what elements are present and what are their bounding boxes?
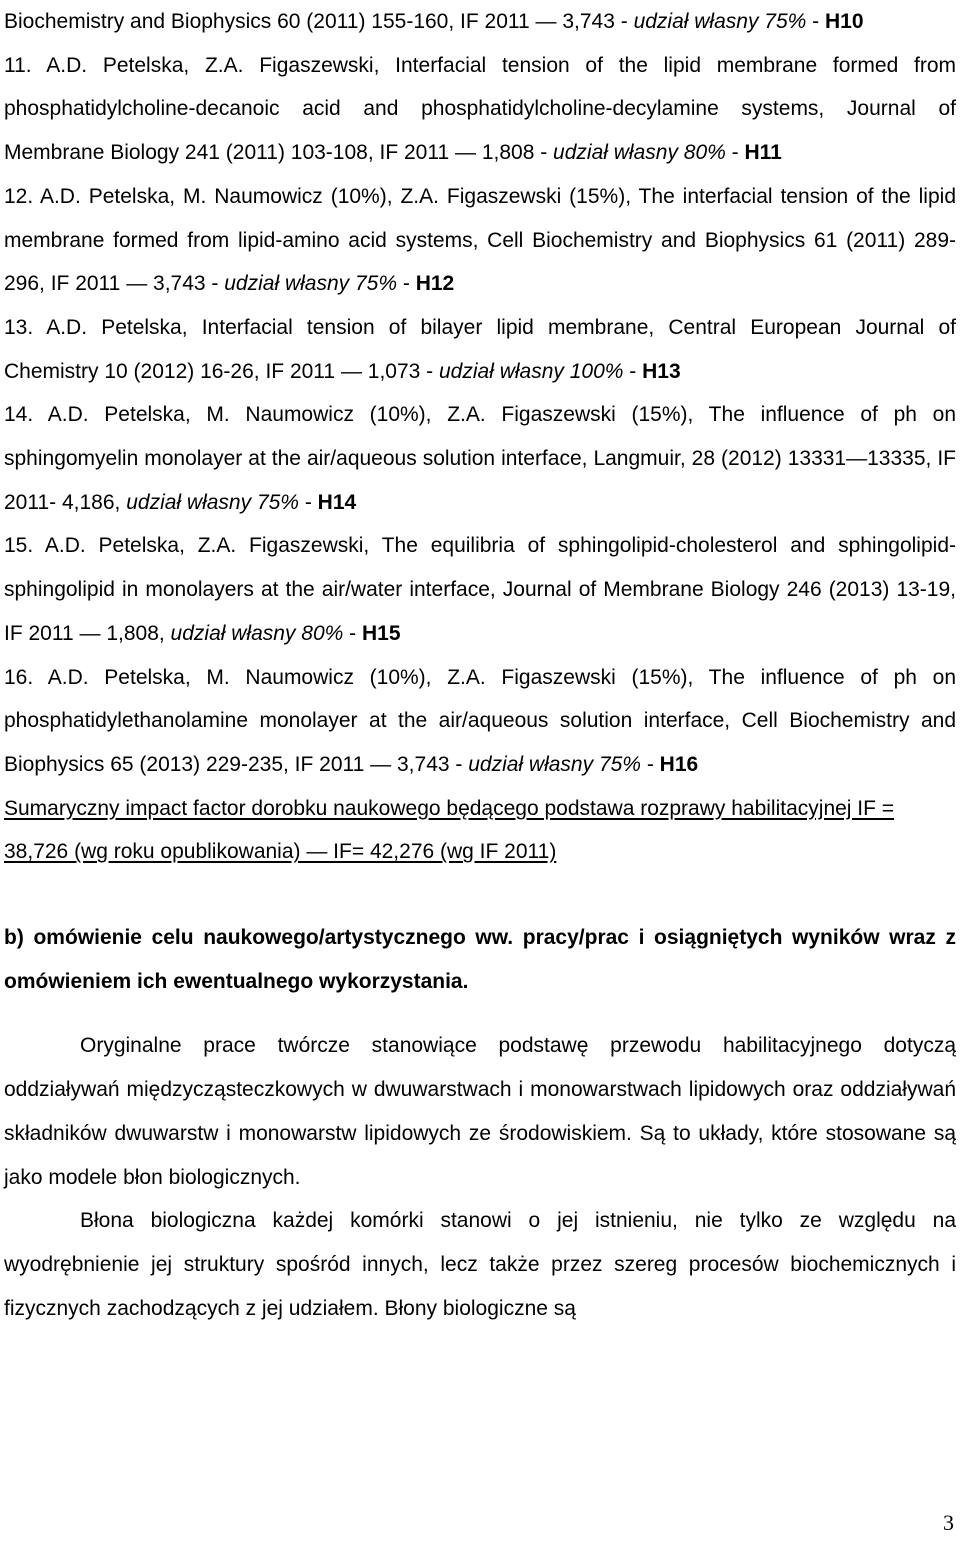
publication-text: Biochemistry and Biophysics 60 (2011) 155-160, IF 2011 — 3,743 -: [4, 10, 634, 33]
section-b-heading: b) omówienie celu naukowego/artystycznego ww. pracy/prac i osiągniętych wyników wraz z omówieniem ich ewentualnego wykorzystania.: [4, 926, 956, 993]
publication-list: [4, 0, 956, 787]
publication-entry-h15: [4, 524, 956, 655]
body-paragraph: Błona biologiczna każdej komórki stanowi o jej istnieniu, nie tylko ze względu na wyodrębnienie jej struktury spośród innych, lecz także przez szereg procesów biochemicznych i fizycznych zachodzących z jej udziałem. Błony biologiczne są: [4, 1209, 956, 1320]
summary-impact-factor: Sumaryczny impact factor dorobku naukowego będącego podstawa rozprawy habilitacyjnej IF = 38,726 (wg roku opublikowania) — IF= 42,276 (wg IF 2011): [4, 796, 895, 864]
publication-entry-h14: [4, 393, 956, 524]
own-share: udział własny 80%: [170, 621, 344, 645]
publication-code: H12: [415, 272, 455, 296]
document-page: [4, 0, 956, 1330]
publication-entry-h10: [4, 0, 956, 44]
own-share: udział własny 75%: [468, 752, 641, 776]
own-share: udział własny 100%: [439, 359, 624, 383]
publication-text: 15. A.D. Petelska, Z.A. Figaszewski, The equilibria of sphingolipid-cholesterol and sphingolipid-sphingolipid in monolayers at the air/water interface, Journal of Membrane Biology 246 (2013) 13-19, IF 2011 — 1,808,: [4, 534, 956, 645]
publication-entry-h12: [4, 175, 956, 306]
body-paragraph: Oryginalne prace twórcze stanowiące podstawę przewodu habilitacyjnego dotyczą oddziaływań międzycząsteczkowych w dwuwarstwach i monowarstwach lipidowych oraz oddziaływań składników dwuwarstw i monowarstw lipidowych ze środowiskiem. Są to układy, które stosowane są jako modele błon biologicznych.: [4, 1034, 956, 1189]
publication-text: 14. A.D. Petelska, M. Naumowicz (10%), Z.A. Figaszewski (15%), The influence of ph on sphingomyelin monolayer at the air/aqueous solution interface, Langmuir, 28 (2012) 13331—13335, IF 2011- 4,186,: [4, 403, 956, 514]
publication-entry-h11: [4, 44, 956, 175]
own-share: udział własny 75%: [633, 10, 807, 33]
publication-text: 11. A.D. Petelska, Z.A. Figaszewski, Interfacial tension of the lipid membrane formed from phosphatidylcholine-decanoic acid and phosphatidylcholine-decylamine systems, Journal of Membrane Biology 241 (2011) 103-108, IF 2011 — 1,808 -: [4, 53, 956, 165]
publication-code: H16: [659, 752, 699, 776]
publication-code: H10: [825, 10, 864, 33]
publication-entry-h13: [4, 306, 956, 393]
page-number: 3: [943, 1510, 954, 1535]
publication-text: 16. A.D. Petelska, M. Naumowicz (10%), Z.A. Figaszewski (15%), The influence of ph on phosphatidylethanolamine monolayer at the air/aqueous solution interface, Cell Biochemistry and Biophysics 65 (2013) 229-235, IF 2011 — 3,743 -: [4, 665, 956, 776]
separator: -: [298, 490, 318, 514]
publication-code: H13: [642, 359, 681, 383]
own-share: udział własny 75%: [224, 272, 398, 296]
separator: -: [640, 752, 660, 776]
own-share: udział własny 80%: [553, 141, 726, 165]
separator: -: [623, 359, 643, 383]
separator: -: [397, 272, 416, 296]
publication-code: H15: [361, 621, 401, 645]
publication-code: H14: [317, 490, 357, 514]
publication-text: 12. A.D. Petelska, M. Naumowicz (10%), Z.A. Figaszewski (15%), The interfacial tension of the lipid membrane formed from lipid-amino acid systems, Cell Biochemistry and Biophysics 61 (2011) 289-296, IF 2011 — 3,743 -: [4, 184, 956, 296]
own-share: udział własny 75%: [126, 490, 299, 514]
separator: -: [725, 141, 745, 165]
publication-entry-h16: [4, 656, 956, 787]
publication-text: 13. A.D. Petelska, Interfacial tension of bilayer lipid membrane, Central European Journal of Chemistry 10 (2012) 16-26, IF 2011 — 1,073 -: [4, 315, 956, 383]
separator: -: [343, 621, 362, 645]
separator: -: [806, 10, 825, 33]
publication-code: H11: [744, 141, 782, 165]
